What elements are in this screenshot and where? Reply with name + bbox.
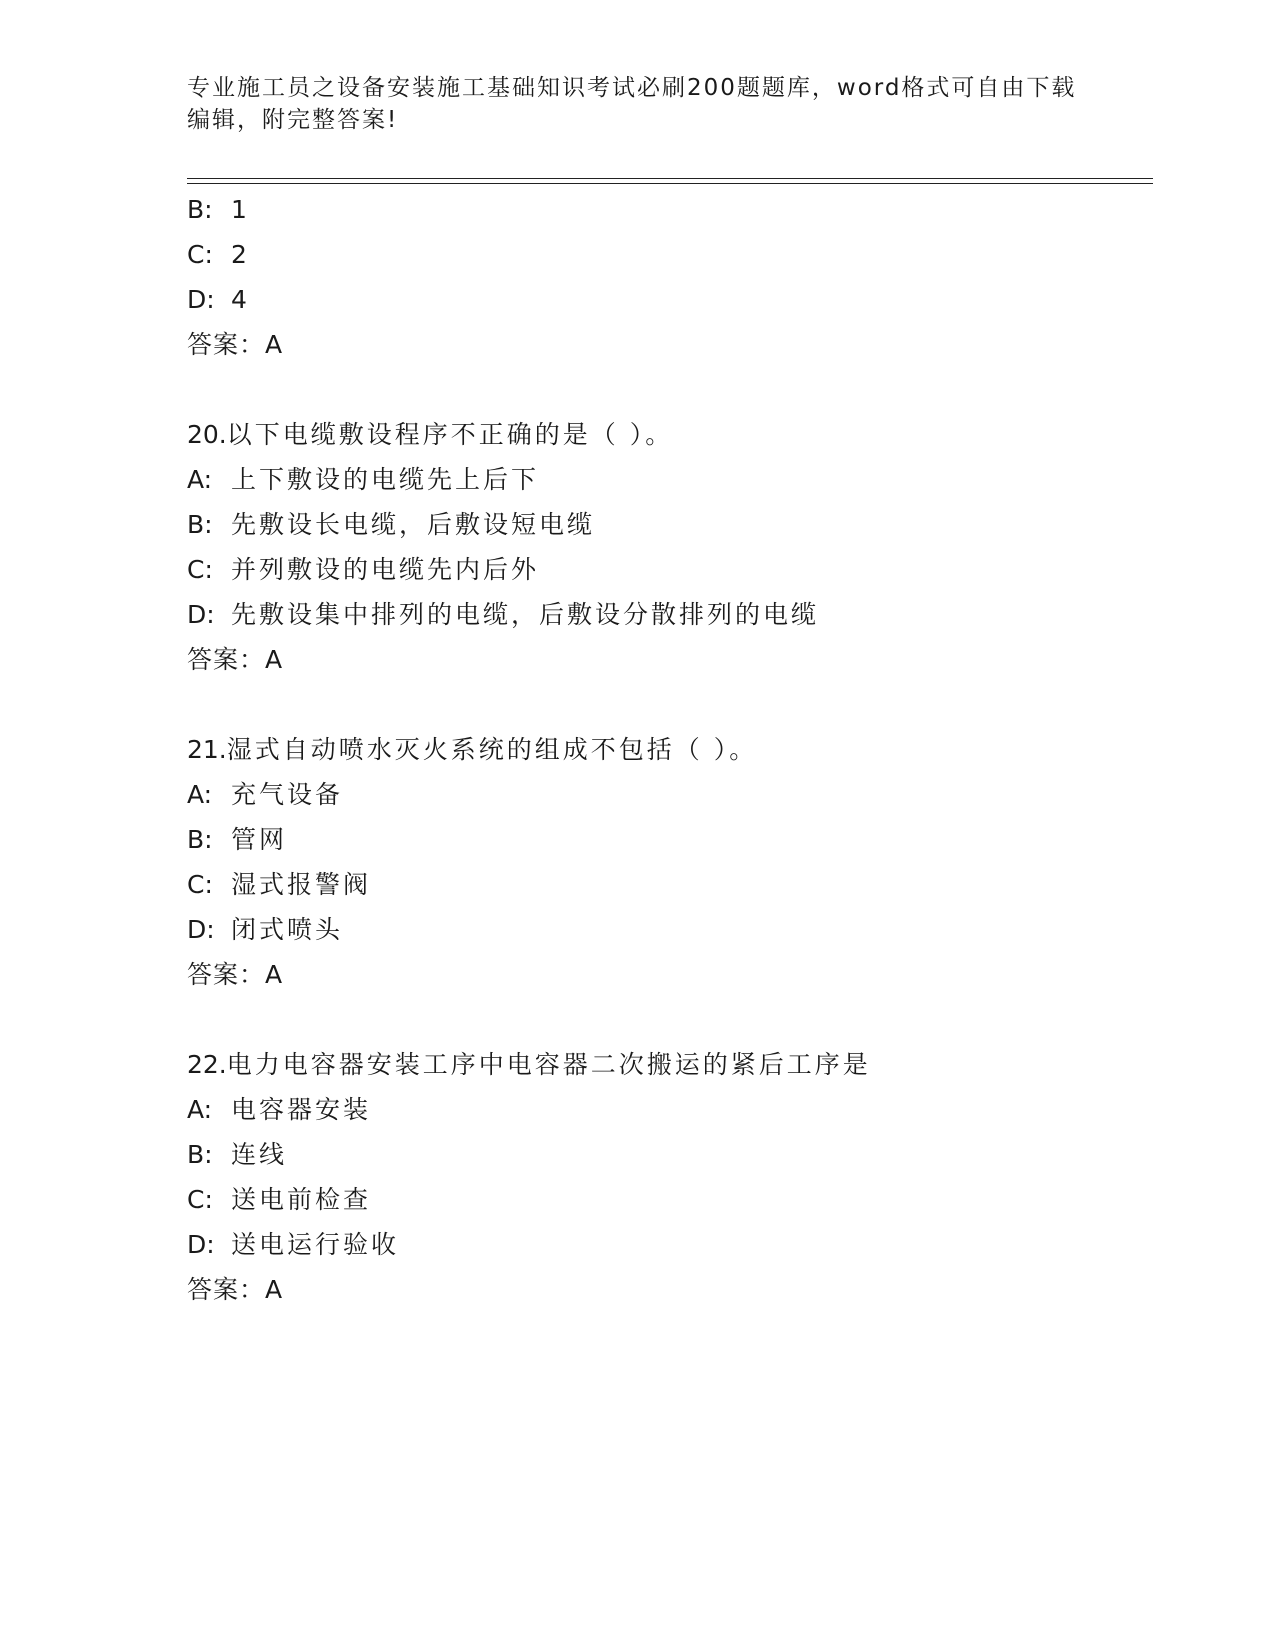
option-letter: A: xyxy=(187,465,213,494)
option-text: 4 xyxy=(231,285,250,314)
option-letter: C: xyxy=(187,555,213,584)
option-text: 2 xyxy=(231,240,250,269)
option-d xyxy=(187,1230,399,1260)
option-text: 送电前检查 xyxy=(231,1185,372,1214)
question-number: 21. xyxy=(187,735,227,764)
option-text: 并列敷设的电缆先内后外 xyxy=(231,555,540,584)
option-d xyxy=(187,915,343,945)
answer-line: 答案：A xyxy=(187,960,284,989)
option-text: 1 xyxy=(231,195,250,224)
option-b xyxy=(187,1140,287,1170)
option-d xyxy=(187,600,819,630)
option-a xyxy=(187,1095,371,1125)
option-letter: C: xyxy=(187,240,213,269)
question-text: 湿式自动喷水灭火系统的组成不包括（ ）。 xyxy=(226,735,758,764)
option-c xyxy=(187,240,250,270)
option-letter: A: xyxy=(187,780,213,809)
option-letter: C: xyxy=(187,1185,213,1214)
option-text: 电容器安装 xyxy=(231,1095,372,1124)
question-title xyxy=(187,735,757,765)
header-line-2: 编辑，附完整答案! xyxy=(187,107,399,133)
option-text: 连线 xyxy=(231,1140,288,1169)
answer-line: 答案：A xyxy=(187,330,284,359)
document-header xyxy=(187,72,1087,136)
answer-line: 答案：A xyxy=(187,645,284,674)
question-title xyxy=(187,420,673,450)
option-letter: D: xyxy=(187,285,215,314)
option-letter: A: xyxy=(187,1095,213,1124)
option-text: 上下敷设的电缆先上后下 xyxy=(231,465,540,494)
option-b xyxy=(187,825,287,855)
header-line-1: 专业施工员之设备安装施工基础知识考试必刷200题题库，word格式可自由下载 xyxy=(187,75,1077,101)
option-letter: B: xyxy=(187,510,213,539)
option-text: 充气设备 xyxy=(231,780,344,809)
option-letter: D: xyxy=(187,600,215,629)
option-letter: C: xyxy=(187,870,213,899)
option-letter: B: xyxy=(187,1140,213,1169)
header-divider-bottom xyxy=(187,183,1153,184)
option-b xyxy=(187,510,595,540)
option-text: 管网 xyxy=(231,825,288,854)
option-text: 先敷设集中排列的电缆，后敷设分散排列的电缆 xyxy=(231,600,820,629)
question-number: 22. xyxy=(187,1050,227,1079)
question-text: 电力电容器安装工序中电容器二次搬运的紧后工序是 xyxy=(226,1050,871,1079)
option-letter: B: xyxy=(187,825,213,854)
option-c xyxy=(187,555,539,585)
option-a xyxy=(187,780,343,810)
question-number: 20. xyxy=(187,420,227,449)
option-text: 湿式报警阀 xyxy=(231,870,372,899)
option-letter: D: xyxy=(187,915,215,944)
option-b xyxy=(187,195,250,225)
question-text: 以下电缆敷设程序不正确的是（ ）。 xyxy=(226,420,674,449)
answer-line: 答案：A xyxy=(187,1275,284,1304)
option-d xyxy=(187,285,250,315)
option-letter: B: xyxy=(187,195,213,224)
option-text: 送电运行验收 xyxy=(231,1230,400,1259)
option-letter: D: xyxy=(187,1230,215,1259)
header-divider-top xyxy=(187,178,1153,179)
option-a xyxy=(187,465,539,495)
option-c xyxy=(187,870,371,900)
option-text: 先敷设长电缆，后敷设短电缆 xyxy=(231,510,596,539)
question-title xyxy=(187,1050,871,1080)
option-c xyxy=(187,1185,371,1215)
option-text: 闭式喷头 xyxy=(231,915,344,944)
